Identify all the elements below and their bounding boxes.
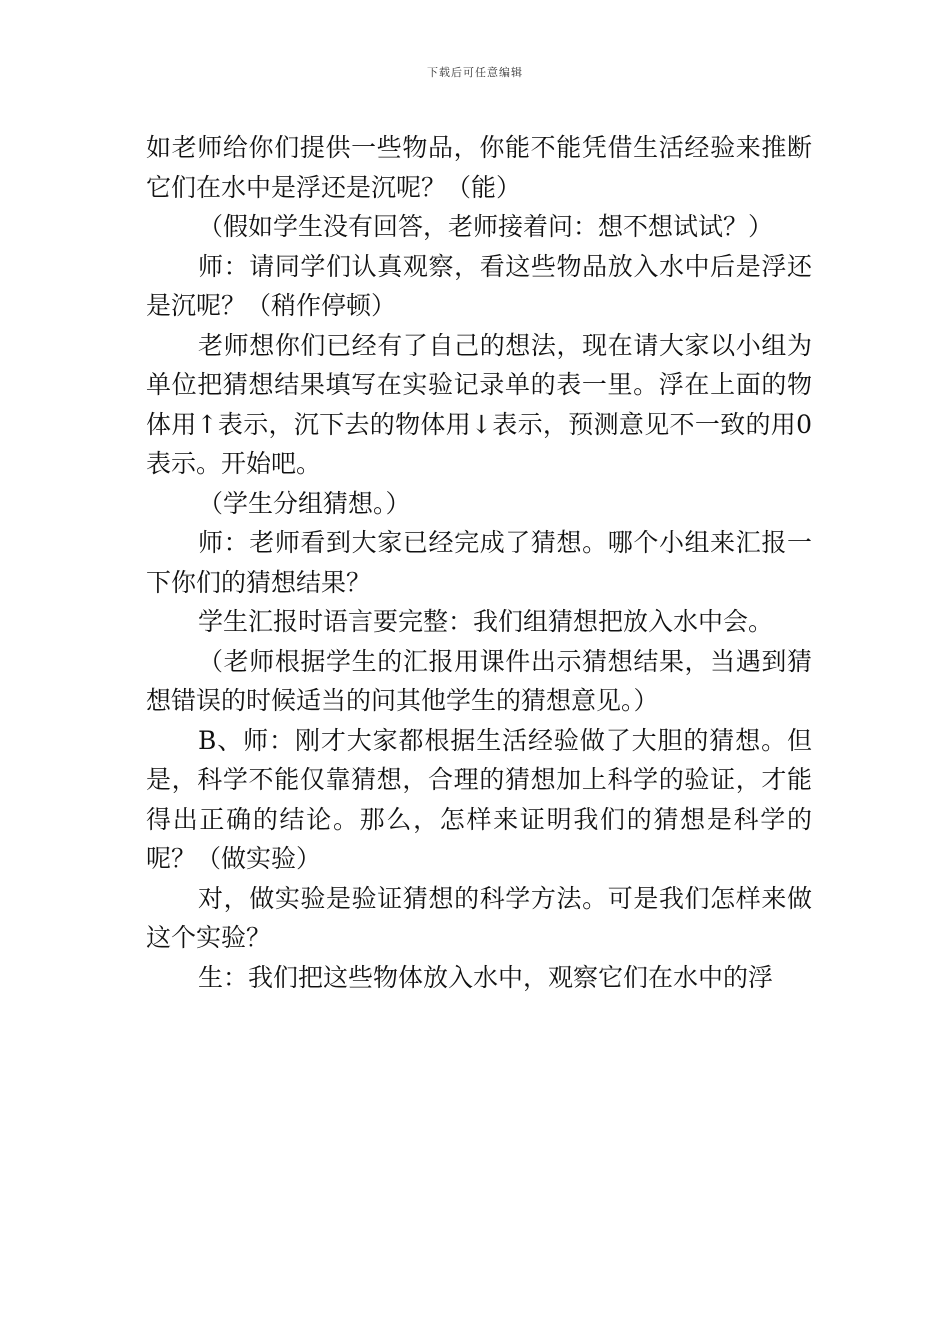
paragraph-7: 学生汇报时语言要完整：我们组猜想把放入水中会。 xyxy=(198,607,774,636)
paragraph-10: 对，做实验是验证猜想的科学方法。可是我们怎样来做这个实验？ xyxy=(146,883,812,952)
paragraph-8: （老师根据学生的汇报用课件出示猜想结果，当遇到猜想错误的时候适当的问其他学生的猜想意见。） xyxy=(146,646,812,715)
paragraph-11: 生：我们把这些物体放入水中，观察它们在水中的浮 xyxy=(198,962,774,992)
paragraph-5: （学生分组猜想。） xyxy=(198,488,411,518)
paragraph-2: （假如学生没有回答，老师接着问：想不想试试？） xyxy=(198,212,774,241)
paragraph-9: B、师：刚才大家都根据生活经验做了大胆的猜想。但是，科学不能仅靠猜想，合理的猜想加上科学的验证，才能得出正确的结论。那么，怎样来证明我们的猜想是科学的呢？（做实验） xyxy=(146,725,812,873)
paragraph-1: 如老师给你们提供一些物品，你能不能凭借生活经验来推断它们在水中是浮还是沉呢？（能） xyxy=(146,133,812,202)
page-header: 下载后可任意编辑 xyxy=(427,66,523,79)
paragraph-6: 师：老师看到大家已经完成了猜想。哪个小组来汇报一下你们的猜想结果？ xyxy=(146,528,812,597)
document-body xyxy=(146,128,812,997)
paragraph-4: 老师想你们已经有了自己的想法，现在请大家以小组为单位把猜想结果填写在实验记录单的表一里。浮在上面的物体用↑表示，沉下去的物体用↓表示，预测意见不一致的用0表示。开始吧。 xyxy=(146,330,812,478)
paragraph-3: 师：请同学们认真观察，看这些物品放入水中后是浮还是沉呢？（稍作停顿） xyxy=(146,251,812,320)
